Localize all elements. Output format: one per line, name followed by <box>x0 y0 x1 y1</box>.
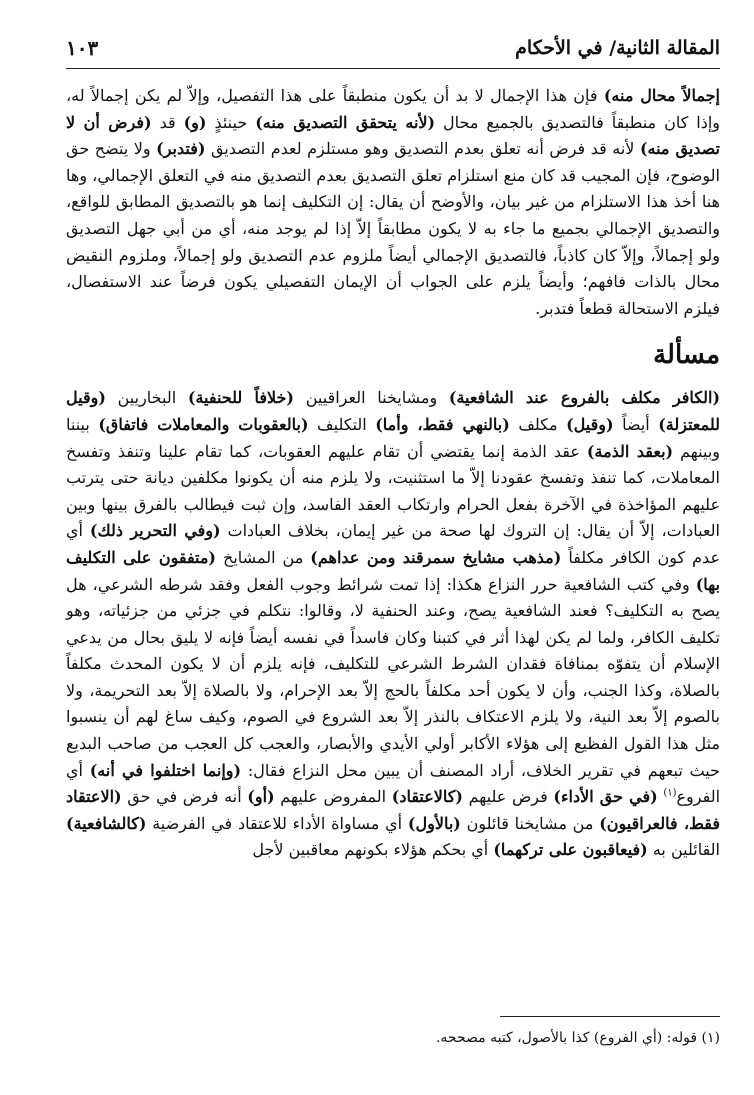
bold-term: (كالشافعية) <box>66 813 147 833</box>
text-run: من مشايخنا قائلون <box>460 813 600 833</box>
text-run: من المشايخ <box>216 547 311 567</box>
bold-term: (فيعاقبون على تركهما) <box>493 840 648 860</box>
running-head: المقالة الثانية/ في الأحكام <box>515 37 720 59</box>
main-text <box>66 83 720 864</box>
text-run: حينئذٍ <box>206 112 256 132</box>
bold-term: (الكافر مكلف بالفروع عند الشافعية) <box>448 388 721 408</box>
bold-term: (لأنه يتحقق التصديق منه) <box>255 112 436 132</box>
bold-term: (وفي التحرير ذلك) <box>89 521 221 541</box>
text-run: لأنه قد فرض أنه تعلق بعدم التصديق وهو مستلزم لعدم التصديق <box>205 139 640 159</box>
text-run: التكليف <box>308 414 376 434</box>
text-run: أنه فرض في حق <box>121 787 248 807</box>
footnote-marker[interactable]: (١) <box>663 787 677 799</box>
bold-term: (مذهب مشايخ سمرقند ومن عداهم) <box>310 547 562 567</box>
section-title: مسألة <box>653 340 720 371</box>
page-header <box>66 30 720 69</box>
text-run: مكلف <box>509 414 567 434</box>
bold-term: (خلافاً للحنفية) <box>187 388 295 408</box>
page <box>66 30 720 1080</box>
footnote-divider <box>500 1016 720 1017</box>
bold-term: (متفقون على التكليف بها) <box>66 547 721 594</box>
bold-term: (و) <box>183 112 207 132</box>
bold-term: إجمالاً محال منه) <box>603 86 720 105</box>
bold-term: (وقيل) <box>566 414 614 434</box>
text-run: أيضاً <box>613 414 659 434</box>
bold-term: (في حق الأداء) <box>553 787 658 807</box>
text-run: ولا يتضح حق الوضوح، فإن المجيب قد كان منع استلزام تعلق التصديق بعدم التصديق منه في التعلق الإجمالي، وها هنا أخذ هذا الاستلزام من غير بيان، والأوضح أن يقال: إن التكليف إنما هو بالتصديق المطابق للواقع، والتصديق الإجمالي بجميع ما جاء به لا يكون مطابقاً إلاّ إذا لم يوجد منه، أي من أبي جهل التصديق ولو إجمالاً، وإلاّ كان كاذباً، فالتصديق الإجمالي أيضاً ملزوم عدم التصديق ولو إجمالاً، وملزوم النقيض محال بالذات فافهم؛ وأيضاً يلزم على الجواب أن الإيمان التفصيلي يكون فرضاً عند الاستفصال، فيلزم الاستحالة قطعاً فتدبر. <box>66 139 720 318</box>
page-number: ١٠٣ <box>66 36 99 60</box>
text-run: القائلين به <box>647 840 720 860</box>
bold-term: (بالعقوبات والمعاملات فاتفاق) <box>98 414 309 434</box>
bold-term: (بعقد الذمة) <box>586 441 674 461</box>
text-run: أي بحكم هؤلاء بكونهم معاقبين لأجل <box>252 840 494 860</box>
text-run: فرض عليهم <box>462 787 554 807</box>
text-run: أي مساواة الأداء للاعتقاد في الفرضية <box>146 813 408 833</box>
text-run: أي الفروع <box>66 760 721 807</box>
bold-term: (أو) <box>247 787 275 807</box>
bold-term: (بالأول) <box>407 813 461 833</box>
text-run: أي عدم كون الكافر مكلفاً <box>66 521 720 567</box>
text-run: البخاريين <box>105 388 188 408</box>
bold-term: (وقيل للمعتزلة) <box>66 388 721 434</box>
paragraph-1 <box>66 83 720 322</box>
bold-term: (كالاعتقاد) <box>391 787 463 807</box>
bold-term: (فرض أن لا تصديق منه) <box>66 112 721 159</box>
bold-term: (بالنهي فقط، وأما) <box>375 414 510 434</box>
text-run: بيننا وبينهم <box>66 414 720 461</box>
text-run: عقد الذمة إنما يقتضي أن تقام عليهم العقوبات، كما تقام علينا وتنفذ وتفسخ المعاملات، كما تنفذ وتفسخ عقودنا إلاّ ما استثنيت، ولا يلزم منه أن يكونوا مكلفين ديانة حتى يترتب عليهم المؤاخذة في الآخرة بفعل الحرام وارتكاب العقد الفاسد، وإن ثبت فيطالب بالفرق بينها وبين العبادات، إلاّ أن يقال: إن التروك لها صحة من غير إيمان، بخلاف العبادات <box>66 441 721 541</box>
text-run: قد <box>151 112 184 132</box>
text-run: المفروض عليهم <box>274 787 392 807</box>
bold-term: (وإنما اختلفوا في أنه) <box>89 760 242 780</box>
footnote: (١) قوله: (أي الفروع) كذا بالأصول، كتبه مصححه. <box>435 1030 720 1046</box>
bold-term: (فتدبر) <box>156 139 206 159</box>
text-run: وفي كتب الشافعية حرر النزاع هكذا: إذا تمت شرائط وجوب الفعل وفقد شرطه الشرعي، هل يصح به التكليف؟ فعند الشافعية يصح، وعند الحنفية لا، وقالوا: نتكلم في جزئي من جزئياته، وهو تكليف الكافر، ولما لم يكن لهذا أثر في كتبنا وكان فاسداً في نفسه أيضاً فإنه لا يليق بحال من يدعي الإسلام أن يتفوّه بمنافاة فقدان الشرط الشرعي للتكليف، فإنه يلزم أن لا يكون المحدث مكلفاً بالصلاة، وكذا الجنب، وأن لا يكون أحد مكلفاً بالحج إلاّ بعد الإحرام، ولا بالصلاة إلاّ بعد التحريمة، ولا بالصوم إلاّ بعد النية، ولا يلزم الاعتكاف بالنذر إلاّ بعد الشروع في الصوم، وكيف ساغ لهم أن ينسبوا مثل هذا القول الفظيع إلى هؤلاء الأكابر أولي الأيدي والأبصار، والعجب كل العجب من صاحب البديع حيث تبعهم في تقرير الخلاف، أراد المصنف أن يبين محل النزاع فقال: <box>66 574 721 780</box>
text-run: ومشايخنا العراقيين <box>294 388 449 408</box>
text-run: فإن هذا الإجمال لا بد أن يكون منطبقاً على هذا التفصيل، وإلاّ لم يكن إجمالاً له، وإذا كان منطبقاً فالتصديق بالجميع محال <box>66 86 721 132</box>
bold-term: (الاعتقاد فقط، فالعراقيون) <box>66 787 720 833</box>
paragraph-2 <box>66 385 720 864</box>
